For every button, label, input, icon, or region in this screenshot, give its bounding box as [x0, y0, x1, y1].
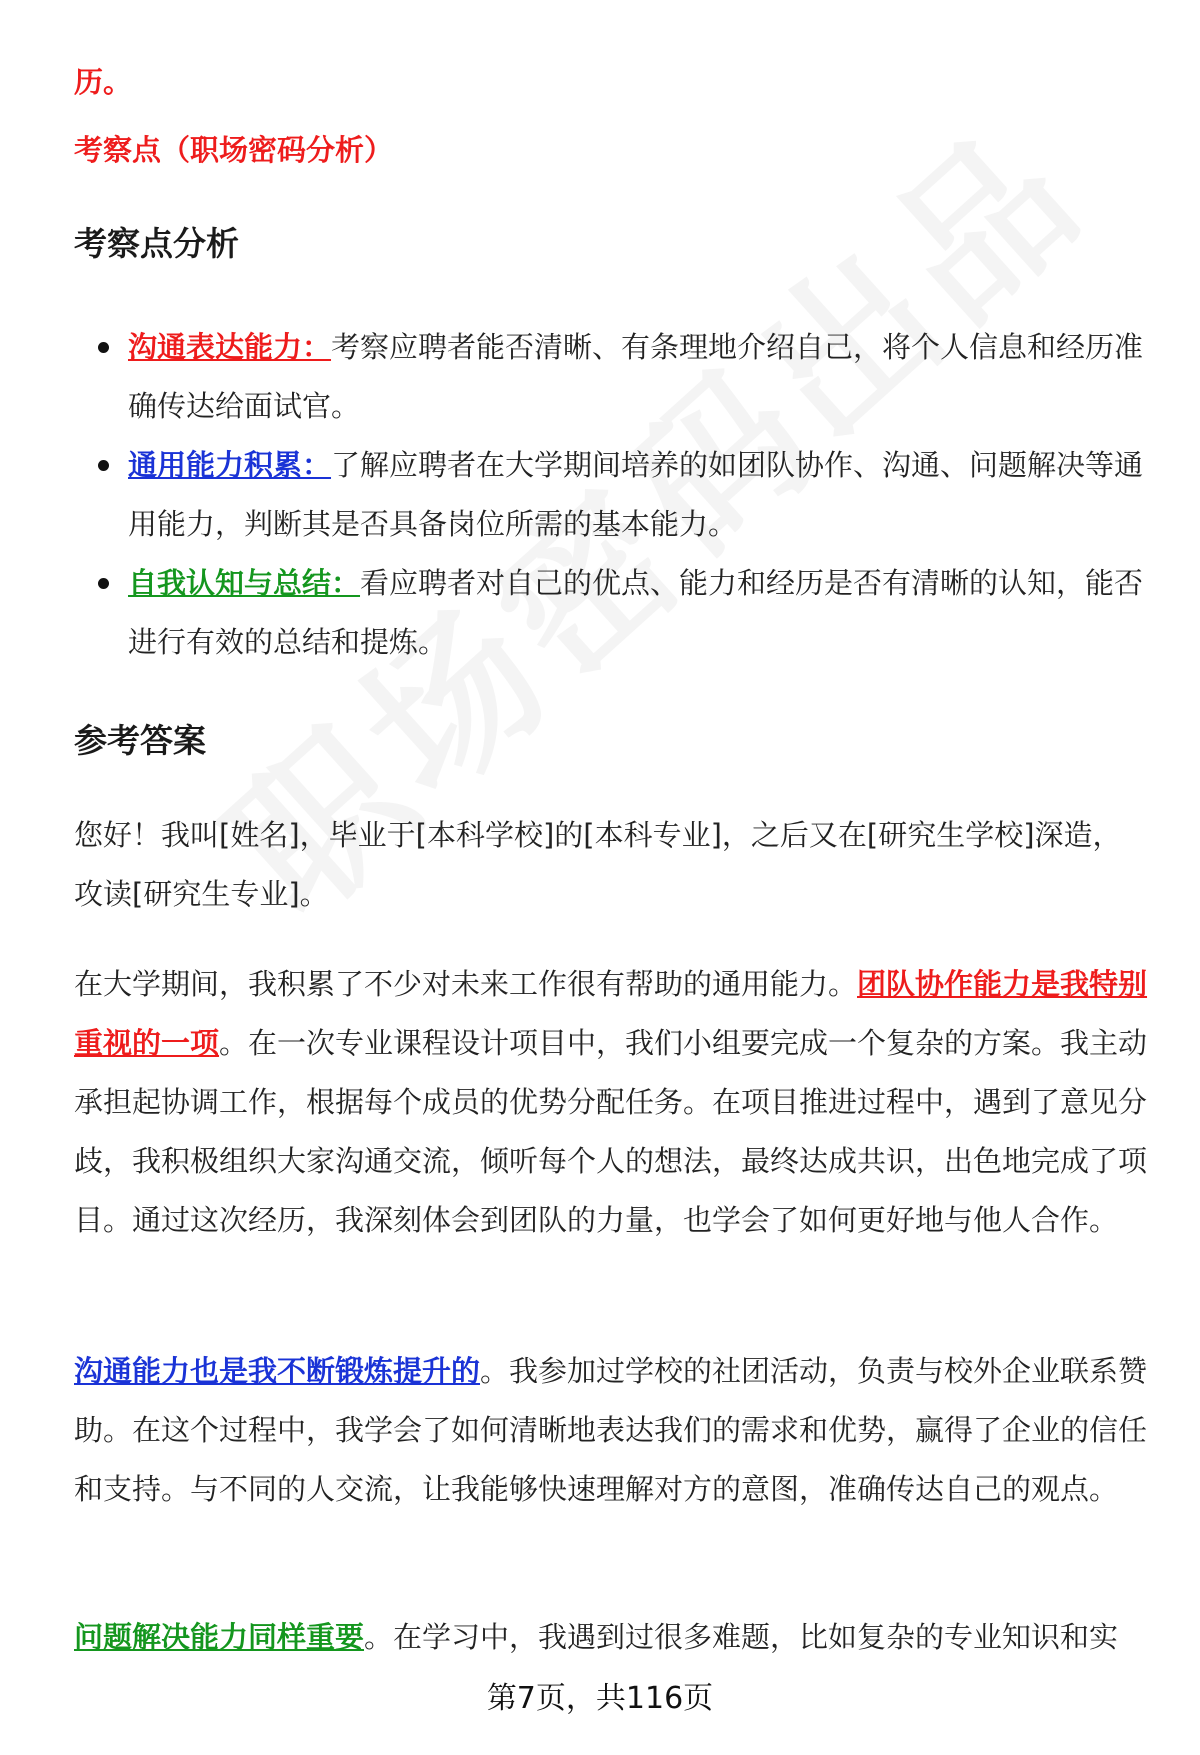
bullet-icon — [98, 342, 109, 353]
highlight-text: 沟通能力也是我不断锻炼提升的 — [74, 1354, 481, 1388]
answer-heading: 参考答案 — [74, 721, 206, 760]
paragraph-text: 。在一次专业课程设计项目中，我们小组要完成一个复杂的方案。我主动承担起协调工作，根据每个成员的优势分配任务。在项目推进过程中，遇到了意见分歧，我积极组织大家沟通交流，倾听每个人的想法，最终达成共识，出色地完成了项目。通过这次经历，我深刻体会到团队的力量，也学会了如何更好地与他人合作。 — [74, 1026, 1148, 1237]
bullet-icon — [98, 460, 109, 471]
highlight-text: 问题解决能力同样重要 — [74, 1620, 365, 1654]
list-item — [74, 436, 1144, 554]
item-text: 看应聘者对自己的优点、能力和经历是否有清晰的认知，能否进行有效的总结和提炼。 — [128, 566, 1144, 659]
list-item — [74, 318, 1144, 436]
highlight-text: 团队协作能力是我特别重视的一项 — [74, 967, 1148, 1060]
paragraph-text: 。我参加过学校的社团活动，负责与校外企业联系赞助。在这个过程中，我学会了如何清晰地表达我们的需求和优势，赢得了企业的信任和支持。与不同的人交流，让我能够快速理解对方的意图，准确传达自己的观点。 — [74, 1354, 1148, 1506]
analysis-heading: 考察点分析 — [74, 224, 239, 263]
answer-paragraph-3 — [74, 1342, 1148, 1519]
section-label: 考察点（职场密码分析） — [74, 133, 394, 167]
item-label: 通用能力积累： — [128, 448, 332, 482]
analysis-list — [74, 318, 1144, 672]
paragraph-text: 。在学习中，我遇到过很多难题，比如复杂的专业知识和实 — [364, 1620, 1119, 1654]
paragraph-text: 在大学期间，我积累了不少对未来工作很有帮助的通用能力。 — [74, 967, 858, 1001]
item-text: 考察应聘者能否清晰、有条理地介绍自己，将个人信息和经历准确传达给面试官。 — [128, 330, 1144, 423]
answer-paragraph-4 — [74, 1608, 1148, 1667]
bullet-icon — [98, 578, 109, 589]
text-fragment: 历。 — [74, 65, 133, 99]
item-label: 自我认知与总结： — [128, 566, 361, 600]
answer-paragraph-2 — [74, 955, 1148, 1250]
list-item — [74, 554, 1144, 672]
page-number: 第7页，共116页 — [486, 1681, 714, 1716]
answer-paragraph-1: 您好！我叫[姓名]，毕业于[本科学校]的[本科专业]，之后又在[研究生学校]深造，攻读[研究生专业]。 — [74, 818, 1122, 911]
item-label: 沟通表达能力： — [128, 330, 332, 364]
item-text: 了解应聘者在大学期间培养的如团队协作、沟通、问题解决等通用能力，判断其是否具备岗位所需的基本能力。 — [128, 448, 1144, 541]
